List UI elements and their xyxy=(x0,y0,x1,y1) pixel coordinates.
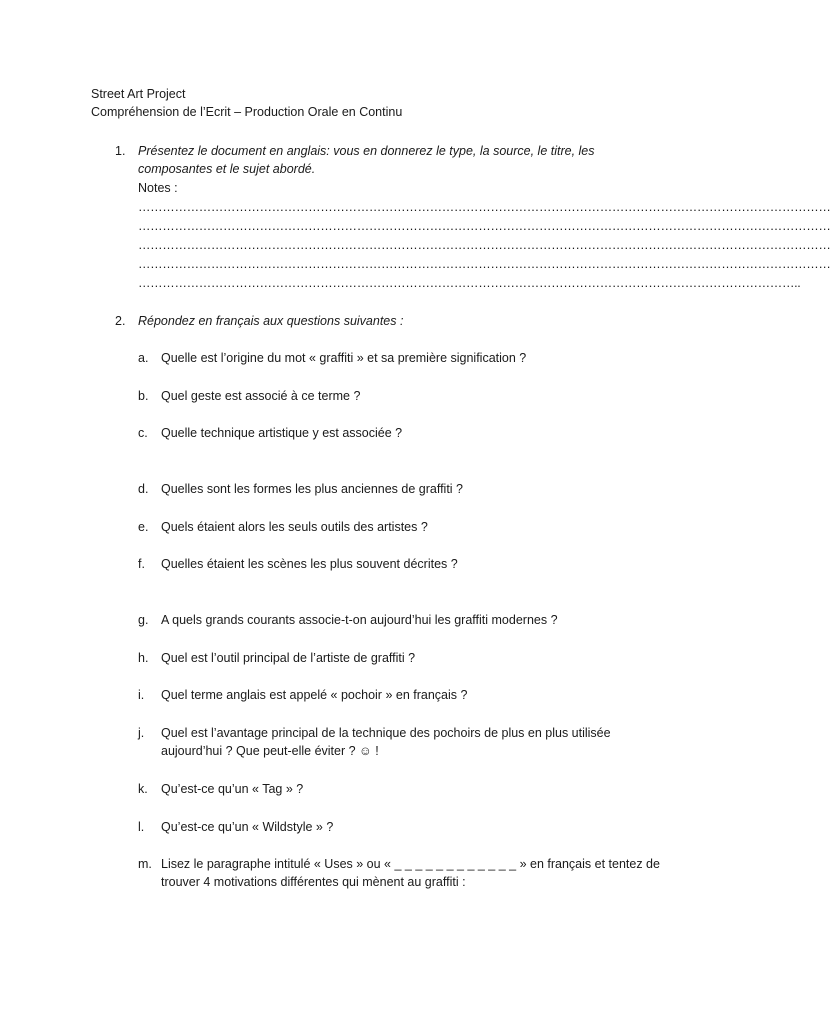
question-text: Quelles étaient les scènes les plus souvent décrites ? xyxy=(161,557,458,571)
question-letter: h. xyxy=(138,651,149,665)
question-text: Qu’est-ce qu’un « Wildstyle » ? xyxy=(161,820,334,834)
notes-dot-line: ……………………………………………………………………………………………………………………………………………….. xyxy=(138,276,801,290)
question-text: Quelle est l’origine du mot « graffiti » et sa première signification ? xyxy=(161,351,527,365)
question-text-continued: aujourd’hui ? Que peut-elle éviter ? ☺ ! xyxy=(161,744,379,758)
question-letter: l. xyxy=(138,820,145,834)
question-letter: b. xyxy=(138,389,149,403)
question-letter: k. xyxy=(138,782,148,796)
question-letter: i. xyxy=(138,688,145,702)
question-text: Quel est l’outil principal de l’artiste de graffiti ? xyxy=(161,651,416,665)
question-letter: j. xyxy=(138,726,145,740)
document-title: Street Art Project xyxy=(91,87,186,101)
question-text: A quels grands courants associe-t-on aujourd’hui les graffiti modernes ? xyxy=(161,613,558,627)
question-letter: g. xyxy=(138,613,149,627)
document-subtitle: Compréhension de l’Ecrit – Production Orale en Continu xyxy=(91,105,403,119)
question-text: Quels étaient alors les seuls outils des artistes ? xyxy=(161,520,428,534)
question-letter: c. xyxy=(138,426,148,440)
question-text: Quelles sont les formes les plus anciennes de graffiti ? xyxy=(161,482,464,496)
section-1-instruction-line2: composantes et le sujet abordé. xyxy=(138,162,316,176)
section-1-instruction-line1: Présentez le document en anglais: vous en donnerez le type, la source, le titre, les xyxy=(138,144,595,158)
question-text: Qu’est-ce qu’un « Tag » ? xyxy=(161,782,304,796)
question-text: Lisez le paragraphe intitulé « Uses » ou « _ _ _ _ _ _ _ _ _ _ _ _ » en français et tentez de xyxy=(161,857,660,871)
notes-dot-line: ……………………………………………………………………………………………………………………………………………………… xyxy=(138,257,831,271)
question-letter: m. xyxy=(138,857,152,871)
question-text: Quel geste est associé à ce terme ? xyxy=(161,389,361,403)
question-letter: f. xyxy=(138,557,145,571)
notes-dot-line: ……………………………………………………………………………………………………………………………………………………… xyxy=(138,200,831,214)
question-letter: a. xyxy=(138,351,149,365)
notes-label: Notes : xyxy=(138,181,178,195)
notes-dot-line: ……………………………………………………………………………………………………………………………………………………… xyxy=(138,219,831,233)
question-text: Quel terme anglais est appelé « pochoir » en français ? xyxy=(161,688,468,702)
question-letter: d. xyxy=(138,482,149,496)
question-text-continued: trouver 4 motivations différentes qui mènent au graffiti : xyxy=(161,875,466,889)
notes-dot-line: ……………………………………………………………………………………………………………………………………………………… xyxy=(138,238,831,252)
section-1-number: 1. xyxy=(115,144,126,158)
question-text: Quel est l’avantage principal de la technique des pochoirs de plus en plus utilisée xyxy=(161,726,611,740)
question-letter: e. xyxy=(138,520,149,534)
section-2-number: 2. xyxy=(115,314,126,328)
section-2-instruction: Répondez en français aux questions suivantes : xyxy=(138,314,404,328)
question-text: Quelle technique artistique y est associée ? xyxy=(161,426,403,440)
